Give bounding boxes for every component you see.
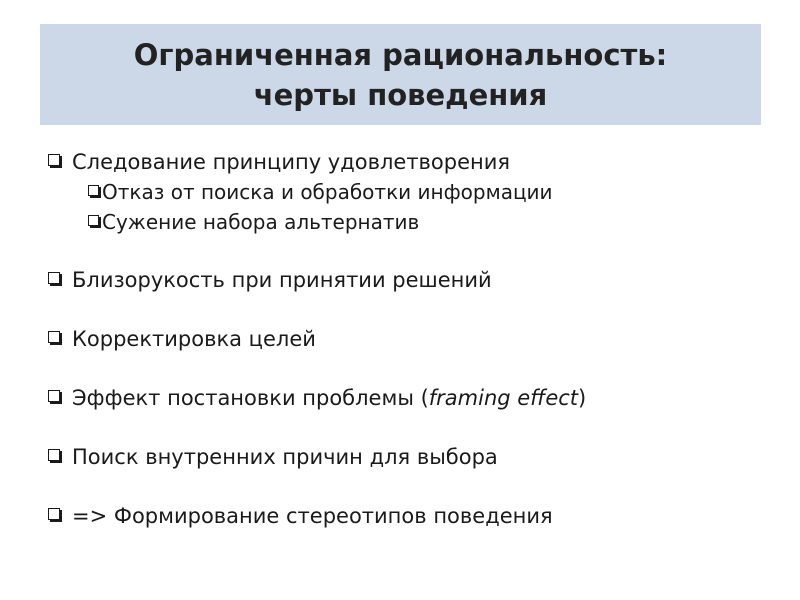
checkbox-square-icon [88,215,99,226]
checkbox-square-icon [88,185,99,196]
slide-title-line-2: черты поведения [253,77,548,112]
list-item-text: => Формирование стереотипов поведения [72,504,553,528]
list-item [48,148,510,176]
list-item-text-after: ) [578,386,587,410]
list-item [48,443,498,471]
list-subitem-text: Отказ от поиска и обработки информации [102,180,553,204]
checkbox-square-icon [48,272,60,284]
list-item-text: Поиск внутренних причин для выбора [72,445,498,469]
list-item-text: Следование принципу удовлетворения [72,150,511,174]
title-band [40,24,761,125]
list-item-text-italic: framing effect [428,386,579,410]
list-subitem [88,208,419,236]
checkbox-square-icon [48,154,60,166]
list-subitem [88,178,553,206]
checkbox-square-icon [48,390,60,402]
list-item [48,325,316,353]
list-item [48,384,586,412]
list-item-text-before: Эффект постановки проблемы ( [72,386,429,410]
list-item [48,266,492,294]
list-item [48,502,553,530]
list-item-text [72,384,586,412]
list-item-text: Корректировка целей [72,327,316,351]
list-item-text: Близорукость при принятии решений [72,268,492,292]
checkbox-square-icon [48,508,60,520]
slide-title-line-1: Ограниченная рациональность: [133,37,668,72]
checkbox-square-icon [48,331,60,343]
checkbox-square-icon [48,449,60,461]
list-subitem-text: Сужение набора альтернатив [102,210,420,234]
